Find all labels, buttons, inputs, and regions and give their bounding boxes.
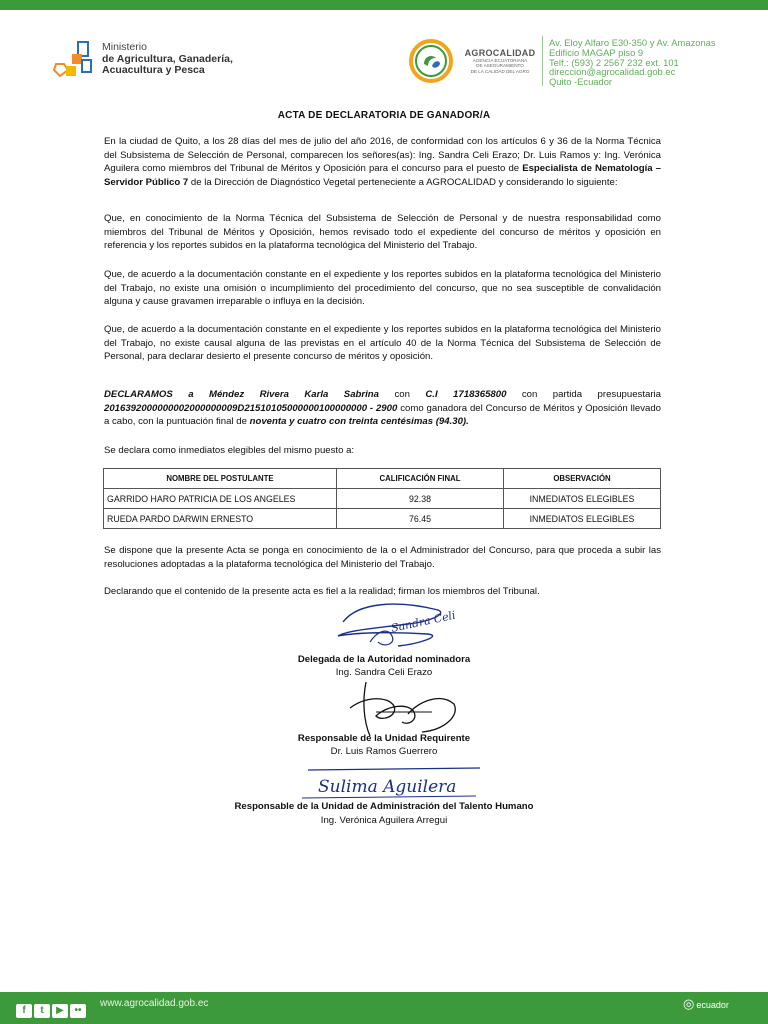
column-header: NOMBRE DEL POSTULANTE [104,469,337,489]
eligibles-table [103,468,661,529]
contact-building: Edificio MAGAP piso 9 [549,46,644,58]
intro-text-c: de la Dirección de Diagnóstico Vegetal perteneciente a AGROCALIDAD y considerando lo siguiente: [188,176,618,188]
winner-name: DECLARAMOS a Méndez Rivera Karla Sabrina [104,389,379,400]
contact-city: Quito -Ecuador [549,76,613,88]
agency-name: AGROCALIDAD [464,48,536,58]
decl-text-d: con partida presupuestaria [506,389,662,400]
paragraph-intro [104,135,661,189]
contact-address: Av. Eloy Alfaro E30-350 y Av. Amazonas [549,37,716,48]
website-link[interactable]: www.agrocalidad.gob.ec [100,998,209,1009]
signatory-2-role: Responsable de la Unidad Requirente [297,733,471,744]
cell-score: 92.38 [337,489,504,509]
ministry-logo-icon [52,40,98,80]
signatory-1-name: Ing. Sandra Celi Erazo [335,667,433,678]
final-score: noventa y cuatro con treinta centésimas (94.30). [249,416,469,428]
cell-name: GARRIDO HARO PATRICIA DE LOS ANGELES [104,489,337,509]
table-row [104,509,661,529]
letterhead [0,28,768,98]
signature-2-image [336,672,466,742]
facebook-icon[interactable]: f [16,1004,32,1018]
ecuador-swirl-icon: ◎ [683,996,695,1011]
agrocalidad-text [456,48,544,74]
cell-observation: INMEDIATOS ELEGIBLES [504,509,661,529]
paragraph-review: Que, en conocimiento de la Norma Técnica del Subsistema de Selección de Personal y de nuestra responsabilidad como miembros del Tribunal de Méritos y Oposición, hemos revisado todo el expediente del concurso de méritos y oposición en referencia y los reportes subidos en la plataforma tecnológica del Ministerio del Trabajo. [104,213,661,252]
decl-text-b: con [379,389,426,400]
agency-sub-3: DE LA CALIDAD DEL AGRO [470,68,530,74]
paragraph-no-cause: Que, de acuerdo a la documentación constante en el expediente y los reportes subidos en la plataforma tecnológica del Ministerio del Trabajo, no existe causal alguna de las previstas en el artículo 40 de la Norma Técnica del Subsistema de Selección de Personal, para declarar desierto el presente concurso de méritos y oposición. [104,324,661,363]
signatory-3-name: Ing. Verónica Aguilera Arregui [320,815,448,826]
column-header: OBSERVACIÓN [504,469,661,489]
header-divider [542,36,543,86]
agency-sub-1: AGENCIA ECUATORIANA [472,58,528,63]
paragraph-no-omission: Que, de acuerdo a la documentación constante en el expediente y los reportes subidos en la plataforma tecnológica del Ministerio del Trabajo, no existe una omisión o incumplimiento del procedimiento del concurso, que no sea susceptible de convalidación alguna y cause gravamen irreparable o influya en la decisión. [104,269,661,308]
signature-1-image [318,592,468,658]
cell-score: 76.45 [337,509,504,529]
signatory-2-name: Dr. Luis Ramos Guerrero [330,746,438,757]
winner-id: C.I 1718365800 [425,389,507,400]
paragraph-closing: Declarando que el contenido de la presente acta es fiel a la realidad; firman los miembros del Tribunal. [104,586,540,597]
contact-info [549,38,716,87]
twitter-icon[interactable]: t [34,1004,50,1018]
youtube-icon[interactable]: ▶ [52,1004,68,1018]
ecuador-brand [683,996,729,1012]
intro-text-a: En la ciudad de Quito, a los 28 días del mes de julio del año 2016, de conformidad con los artículos 6 y 36 de la Norma Técnica del Subsistema de Selección de Personal, comparecen los señores(as): Ing. Sandra Celi Erazo; Dr. Luis Ramos y: Ing. Verónica Aguilera como miembros del Tribunal de Méritos y Oposición para el concurso para el puesto de [104,136,661,175]
signature-3-image [300,760,485,806]
agency-sub-2: DE ASEGURAMIENTO [476,63,524,69]
signatory-3-role: Responsable de la Unidad de Administración del Talento Humano [234,801,534,812]
cell-observation: INMEDIATOS ELEGIBLES [504,489,661,509]
ministry-line-3: Acuacultura y Pesca [102,64,205,76]
signatory-1-role: Delegada de la Autoridad nominadora [297,654,471,665]
paragraph-eligibles: Se declara como inmediatos elegibles del mismo puesto a: [104,445,355,456]
agrocalidad-logo-icon [408,38,454,84]
decl-text-f: como ganadora del Concurso de Méritos y Oposición llevado a cabo, con la puntuación final de [104,402,662,428]
cell-name: RUEDA PARDO DARWIN ERNESTO [104,509,337,529]
table-row [104,489,661,509]
flickr-icon[interactable]: •• [70,1004,86,1018]
budget-code: 2016392000000002000000009D21510105000000100000000 - 2900 [104,402,398,414]
social-icons [16,1000,88,1014]
top-color-bar [0,0,768,10]
table-header-row [104,469,661,489]
document-title: ACTA DE DECLARATORIA DE GANADOR/A [277,110,491,121]
signature-1-handwriting: Sandra Celi [389,608,457,635]
ministry-line-2: de Agricultura, Ganadería, [102,52,233,65]
contact-phone: Telf.: (593) 2 2567 232 ext. 101 [549,56,679,68]
ministry-line-1: Ministerio [102,41,147,53]
signature-3-handwriting: Sulima Aguilera [318,777,457,797]
ecuador-brand-text: ecuador [696,1000,729,1010]
column-header: CALIFICACIÓN FINAL [337,469,504,489]
ministry-name [102,42,233,77]
contact-email[interactable]: direccion@agrocalidad.gob.ec [549,66,676,78]
paragraph-declaration [104,388,661,429]
position-name: Especialista de Nematología – Servidor Público 7 [104,163,661,188]
paragraph-dispose: Se dispone que la presente Acta se ponga en conocimiento de la o el Administrador del Concurso, para que proceda a subir las resoluciones adoptadas a la plataforma tecnológica del Ministerio del Trabajo. [104,545,661,570]
